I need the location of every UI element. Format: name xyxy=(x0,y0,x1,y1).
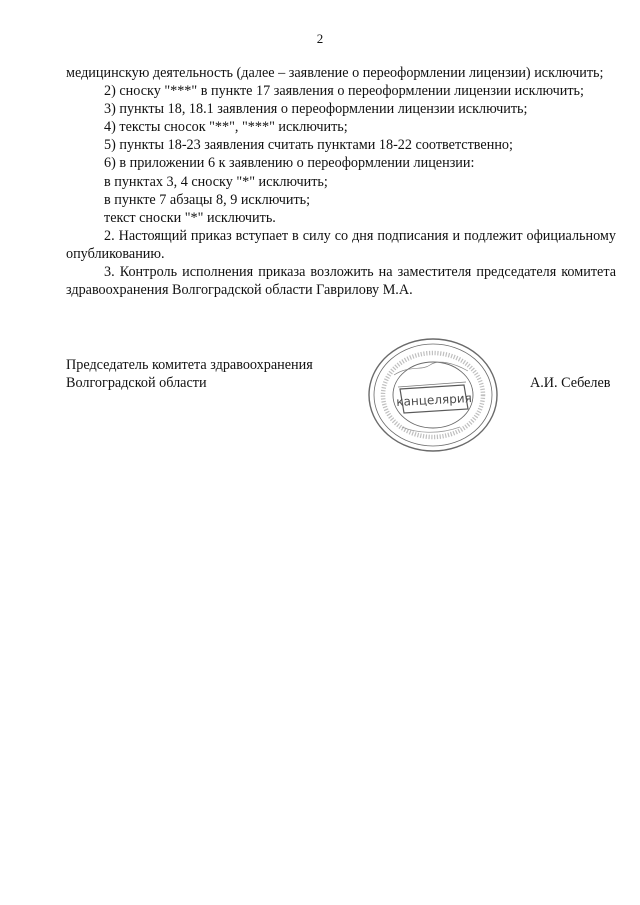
signature-position-line-1: Председатель комитета здравоохранения xyxy=(66,357,313,373)
signature-position-line-2: Волгоградской области xyxy=(66,375,207,392)
paragraph-item-3: 3) пункты 18, 18.1 заявления о переоформлении лицензии исключить; xyxy=(104,101,528,118)
signer-name: А.И. Себелев xyxy=(530,375,611,391)
paragraph-subitem-points-3-4: в пунктах 3, 4 сноску "*" исключить; xyxy=(104,173,328,190)
stamp-center-text: канцелярия xyxy=(395,391,473,409)
paragraph-item-6: 6) в приложении 6 к заявлению о переоформлении лицензии: xyxy=(104,155,475,172)
paragraph-item-2: 2) сноску "***" в пункте 17 заявления о переоформлении лицензии исключить; xyxy=(104,83,584,100)
paragraph-subitem-footnote-text: текст сноски "*" исключить. xyxy=(104,209,276,226)
office-stamp xyxy=(364,335,502,455)
paragraph-clause-2: 2. Настоящий приказ вступает в силу со дня подписания и подлежит официальному опубликованию. xyxy=(66,227,616,262)
page-number: 2 xyxy=(316,31,324,46)
order-text xyxy=(66,64,616,299)
paragraph-item-5: 5) пункты 18-23 заявления считать пунктами 18-22 соответственно; xyxy=(104,137,513,154)
paragraph-item-4: 4) тексты сносок "**", "***" исключить; xyxy=(104,119,348,136)
paragraph-clause-3: 3. Контроль исполнения приказа возложить на заместителя председателя комитета здравоохранения Волгоградской области Гаврилову М.А. xyxy=(66,264,616,299)
signature-position xyxy=(66,356,313,393)
paragraph-subitem-point-7: в пункте 7 абзацы 8, 9 исключить; xyxy=(104,191,311,208)
paragraph-continuation: медицинскую деятельность (далее – заявление о переоформлении лицензии) исключить; xyxy=(66,65,604,81)
